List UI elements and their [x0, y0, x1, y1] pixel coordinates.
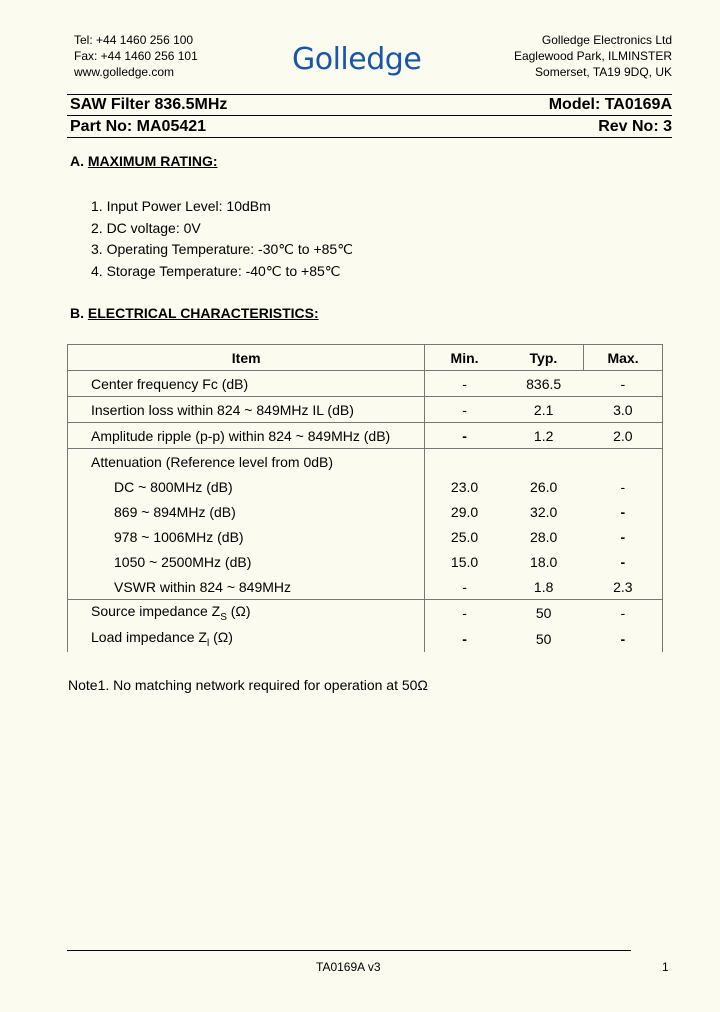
- address-line2: Somerset, TA19 9DQ, UK: [535, 65, 672, 79]
- header-rule-bottom: [67, 137, 672, 138]
- section-a-prefix: A.: [70, 153, 84, 169]
- row-min: 29.0: [425, 499, 504, 524]
- row-min: 23.0: [425, 474, 504, 499]
- row-item: VSWR within 824 ~ 849MHz: [68, 574, 425, 600]
- impedance-unit: (Ω): [226, 603, 251, 620]
- address-block: [514, 32, 672, 80]
- logo-text: Golledge: [292, 42, 422, 77]
- row-max: -: [584, 474, 663, 499]
- row-max: 3.0: [584, 397, 663, 423]
- electrical-characteristics-table: [67, 344, 663, 652]
- table-row: [68, 499, 663, 524]
- impedance-subscript: l: [206, 637, 210, 649]
- row-max: -: [584, 600, 663, 627]
- row-typ: 2.1: [504, 397, 584, 423]
- product-title: SAW Filter 836.5MHz: [70, 96, 228, 113]
- row-typ: 28.0: [530, 528, 558, 545]
- row-max: -: [584, 549, 663, 574]
- row-min: -: [425, 574, 504, 600]
- row-min: -: [462, 631, 467, 647]
- address-line1: Eaglewood Park, ILMINSTER: [513, 49, 672, 63]
- footer-rule: [67, 950, 631, 951]
- list-item: 1. Input Power Level: 10dBm: [91, 198, 271, 214]
- row-item: Amplitude ripple (p-p) within 824 ~ 849MHz (dB): [68, 423, 425, 449]
- section-a-title: MAXIMUM RATING:: [87, 153, 218, 169]
- row-min: -: [462, 605, 467, 621]
- row-max: -: [584, 524, 663, 549]
- company-name: Golledge Electronics Ltd: [541, 33, 672, 47]
- row-min: 15.0: [425, 549, 504, 574]
- table-row: [68, 600, 663, 627]
- row-item: 869 ~ 894MHz (dB): [68, 499, 425, 524]
- row-min: 25.0: [425, 524, 504, 549]
- company-logo: [292, 38, 440, 78]
- contact-block: [74, 32, 198, 80]
- row-item: [68, 600, 425, 627]
- table-row: [68, 397, 663, 423]
- section-b-heading: [70, 305, 319, 321]
- row-item: DC ~ 800MHz (dB): [68, 474, 425, 499]
- row-max: 2.0: [584, 423, 663, 449]
- row-typ: 836.5: [504, 371, 584, 397]
- header-min: Min.: [425, 345, 504, 371]
- row-item: [68, 626, 425, 652]
- impedance-label: Source impedance Z: [91, 603, 221, 620]
- table-row: [68, 423, 663, 449]
- section-a-heading: [70, 153, 218, 169]
- row-typ: 32.0: [530, 503, 558, 520]
- model-number: Model: TA0169A: [548, 96, 672, 113]
- table-row: [68, 371, 663, 397]
- list-item: 3. Operating Temperature: -30℃ to +85℃: [91, 241, 353, 257]
- impedance-label: Load impedance Z: [91, 629, 207, 646]
- list-item: 2. DC voltage: 0V: [91, 219, 201, 236]
- contact-web: www.golledge.com: [74, 65, 175, 79]
- section-b-prefix: B.: [70, 305, 84, 321]
- row-typ: 18.0: [530, 553, 558, 570]
- impedance-subscript: S: [220, 611, 227, 623]
- row-item: Center frequency Fc (dB): [68, 371, 425, 397]
- row-min: -: [425, 423, 504, 449]
- row-typ: 1.2: [504, 423, 584, 449]
- revision-number: Rev No: 3: [598, 118, 672, 135]
- row-item: Insertion loss within 824 ~ 849MHz IL (dB): [68, 397, 425, 423]
- page-number: 1: [662, 960, 669, 974]
- footer-doc-id: TA0169A v3: [316, 960, 381, 974]
- part-number: Part No: MA05421: [70, 118, 207, 135]
- header-typ: Typ.: [504, 345, 584, 371]
- table-row: [68, 626, 663, 652]
- row-max: -: [584, 371, 663, 397]
- attenuation-title: Attenuation (Reference level from 0dB): [68, 449, 425, 475]
- header-item: Item: [68, 345, 425, 371]
- row-min: -: [425, 371, 504, 397]
- table-row: [68, 524, 663, 549]
- row-item: 1050 ~ 2500MHz (dB): [68, 549, 425, 574]
- row-max: -: [584, 499, 663, 524]
- contact-tel: Tel: +44 1460 256 100: [74, 33, 194, 47]
- table-row: [68, 574, 663, 600]
- row-min: -: [425, 397, 504, 423]
- attenuation-title-row: [68, 449, 663, 475]
- contact-fax: Fax: +44 1460 256 101: [74, 49, 198, 63]
- row-max: 2.3: [584, 574, 663, 600]
- table-header-row: [68, 345, 663, 371]
- row-item: 978 ~ 1006MHz (dB): [68, 524, 425, 549]
- header-max: Max.: [584, 345, 663, 371]
- row-typ: 26.0: [530, 478, 558, 495]
- header-rule-middle: [67, 115, 672, 116]
- list-item: 4. Storage Temperature: -40℃ to +85℃: [91, 262, 341, 279]
- section-b-title: ELECTRICAL CHARACTERISTICS:: [87, 305, 319, 321]
- row-max: -: [584, 626, 663, 652]
- table-row: [68, 474, 663, 499]
- note-text: Note1. No matching network required for operation at 50Ω: [68, 677, 428, 693]
- max-rating-list: [91, 196, 353, 282]
- table-row: [68, 549, 663, 574]
- row-typ: 50: [535, 605, 552, 621]
- row-typ: 50: [535, 631, 552, 647]
- impedance-unit: (Ω): [209, 629, 233, 646]
- row-typ: 1.8: [504, 574, 584, 600]
